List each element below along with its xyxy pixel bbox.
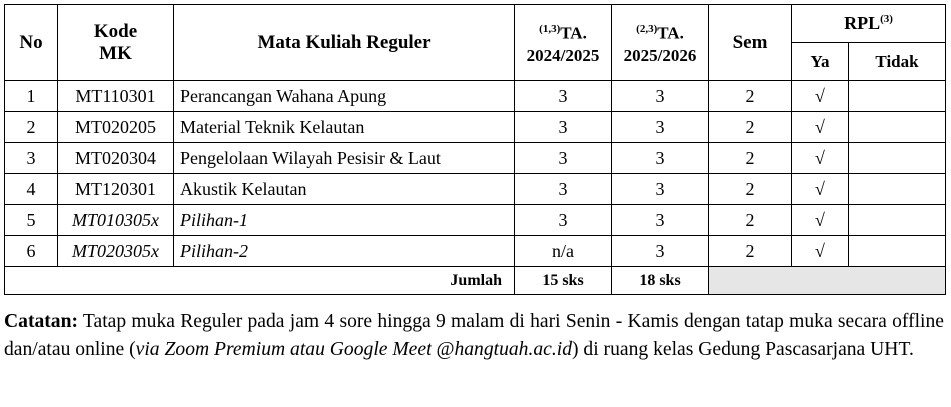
note-text-1: Tatap muka Reguler pada jam 4 sore hingga 9 malam di hari Senin - Kamis dengan tatap muka secara offline dan/atau online ( bbox=[4, 311, 944, 360]
row-sem: 2 bbox=[709, 205, 792, 236]
row-rpl-tidak bbox=[849, 236, 946, 267]
row-rpl-tidak bbox=[849, 112, 946, 143]
note-label: Catatan: bbox=[4, 311, 79, 332]
course-table bbox=[4, 4, 946, 295]
header-ta1-year: 2024/2025 bbox=[526, 45, 600, 65]
row-sem: 2 bbox=[709, 236, 792, 267]
table-row bbox=[5, 143, 946, 174]
row-kode: MT020304 bbox=[58, 143, 174, 174]
row-rpl-tidak bbox=[849, 174, 946, 205]
note-text-2: ) di ruang kelas Gedung Pascasarjana UHT. bbox=[572, 339, 914, 360]
header-ta2-year: 2025/2026 bbox=[623, 45, 697, 65]
row-kode: MT020205 bbox=[58, 112, 174, 143]
note-italic: via Zoom Premium atau Google Meet @hangtuah.ac.id bbox=[135, 339, 572, 360]
row-ta-2024: 3 bbox=[515, 205, 612, 236]
row-mata-kuliah: Material Teknik Kelautan bbox=[174, 112, 515, 143]
row-rpl-ya: √ bbox=[792, 174, 849, 205]
header-rpl bbox=[792, 5, 946, 43]
row-ta-2025: 3 bbox=[612, 143, 709, 174]
header-ta-2025 bbox=[612, 5, 709, 81]
header-mata-kuliah: Mata Kuliah Reguler bbox=[174, 5, 515, 81]
row-ta-2025: 3 bbox=[612, 205, 709, 236]
header-kode-mk bbox=[58, 5, 174, 81]
total-label: Jumlah bbox=[5, 267, 515, 295]
row-kode: MT110301 bbox=[58, 81, 174, 112]
row-no: 3 bbox=[5, 143, 58, 174]
row-no: 6 bbox=[5, 236, 58, 267]
row-ta-2024: 3 bbox=[515, 174, 612, 205]
row-rpl-ya: √ bbox=[792, 236, 849, 267]
row-ta-2024: 3 bbox=[515, 143, 612, 174]
row-rpl-tidak bbox=[849, 81, 946, 112]
table-row bbox=[5, 205, 946, 236]
row-kode: MT020305x bbox=[58, 236, 174, 267]
row-sem: 2 bbox=[709, 143, 792, 174]
row-ta-2024: 3 bbox=[515, 81, 612, 112]
row-mata-kuliah: Pilihan-1 bbox=[174, 205, 515, 236]
row-rpl-tidak bbox=[849, 143, 946, 174]
row-kode: MT010305x bbox=[58, 205, 174, 236]
row-no: 4 bbox=[5, 174, 58, 205]
total-empty-cell bbox=[709, 267, 946, 295]
row-sem: 2 bbox=[709, 112, 792, 143]
header-sem: Sem bbox=[709, 5, 792, 81]
row-mata-kuliah: Pilihan-2 bbox=[174, 236, 515, 267]
table-row bbox=[5, 81, 946, 112]
table-body bbox=[5, 81, 946, 267]
row-mata-kuliah: Perancangan Wahana Apung bbox=[174, 81, 515, 112]
header-rpl-tidak: Tidak bbox=[849, 43, 946, 81]
row-rpl-ya: √ bbox=[792, 205, 849, 236]
row-ta-2024: 3 bbox=[515, 112, 612, 143]
row-ta-2025: 3 bbox=[612, 174, 709, 205]
row-ta-2025: 3 bbox=[612, 236, 709, 267]
table-row bbox=[5, 236, 946, 267]
row-ta-2025: 3 bbox=[612, 81, 709, 112]
row-ta-2024: n/a bbox=[515, 236, 612, 267]
note-paragraph bbox=[4, 308, 944, 364]
table-row bbox=[5, 174, 946, 205]
row-ta-2025: 3 bbox=[612, 112, 709, 143]
header-ta-2024 bbox=[515, 5, 612, 81]
header-ta2-sup: (2,3) bbox=[636, 23, 658, 36]
table-row bbox=[5, 112, 946, 143]
row-sem: 2 bbox=[709, 81, 792, 112]
header-no: No bbox=[5, 5, 58, 81]
header-rpl-label: RPL bbox=[844, 13, 881, 33]
row-mata-kuliah: Akustik Kelautan bbox=[174, 174, 515, 205]
header-kode-line1: Kode bbox=[93, 20, 138, 42]
row-rpl-ya: √ bbox=[792, 112, 849, 143]
header-ta1-label: TA. bbox=[560, 23, 587, 43]
header-ta1-sup: (1,3) bbox=[539, 23, 561, 36]
row-sem: 2 bbox=[709, 174, 792, 205]
total-ta-2025: 18 sks bbox=[612, 267, 709, 295]
total-ta-2024: 15 sks bbox=[515, 267, 612, 295]
row-rpl-tidak bbox=[849, 205, 946, 236]
row-no: 2 bbox=[5, 112, 58, 143]
row-no: 5 bbox=[5, 205, 58, 236]
row-rpl-ya: √ bbox=[792, 81, 849, 112]
header-rpl-ya: Ya bbox=[792, 43, 849, 81]
row-kode: MT120301 bbox=[58, 174, 174, 205]
row-mata-kuliah: Pengelolaan Wilayah Pesisir & Laut bbox=[174, 143, 515, 174]
header-kode-line2: MK bbox=[99, 42, 132, 64]
row-rpl-ya: √ bbox=[792, 143, 849, 174]
row-no: 1 bbox=[5, 81, 58, 112]
header-rpl-sup: (3) bbox=[880, 13, 893, 25]
header-ta2-label: TA. bbox=[657, 23, 684, 43]
